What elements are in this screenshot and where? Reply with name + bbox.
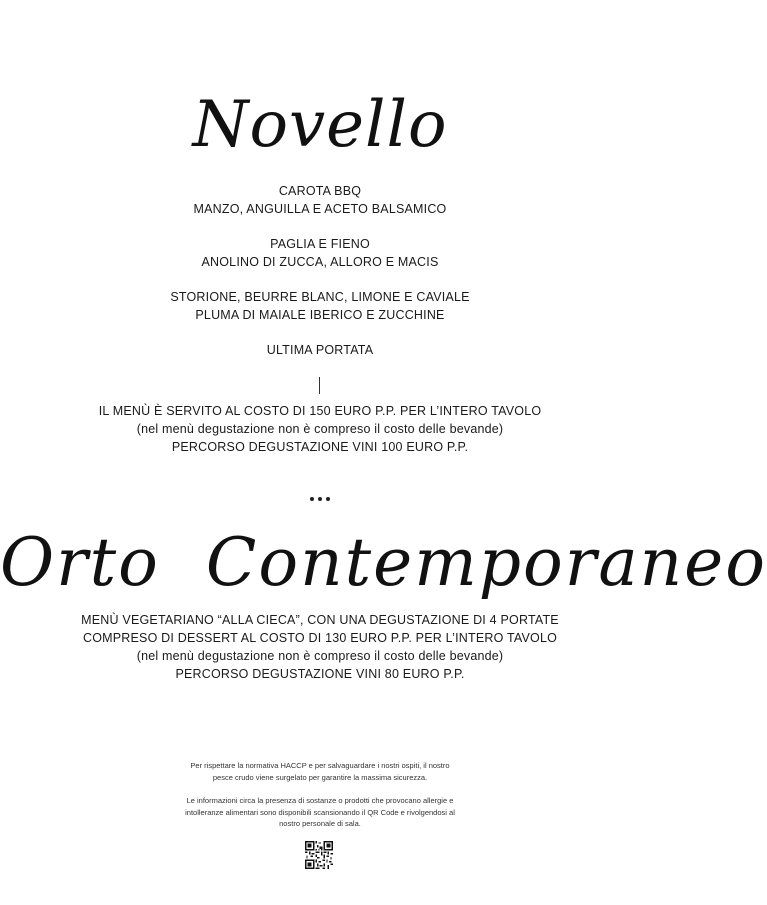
course-1 <box>0 182 640 218</box>
vertical-divider <box>319 377 320 394</box>
allergy-note <box>0 795 640 830</box>
novello-courses <box>0 182 640 376</box>
course-line: PLUMA DI MAIALE IBERICO E ZUCCHINE <box>195 308 445 322</box>
course-line: ULTIMA PORTATA <box>266 343 374 357</box>
menu-title-novello: Novello <box>192 88 448 162</box>
footer-line: intolleranze alimentari sono disponibili scansionando il QR Code e rivolgendosi al <box>185 807 455 817</box>
course-line: ANOLINO DI ZUCCA, ALLORO E MACIS <box>201 255 439 269</box>
footer-line: Per rispettare la normativa HACCP e per salvaguardare i nostri ospiti, il nostro <box>190 761 450 770</box>
price-line: IL MENÙ È SERVITO AL COSTO DI 150 EURO P.P. PER L’INTERO TAVOLO <box>98 404 542 418</box>
course-line: STORIONE, BEURRE BLANC, LIMONE E CAVIALE <box>170 290 470 304</box>
haccp-note <box>0 760 640 783</box>
menu-title-orto-contemporaneo: Orto Contemporaneo <box>0 524 767 601</box>
course-line: CAROTA BBQ <box>278 184 362 198</box>
course-line: PAGLIA E FIENO <box>270 237 370 251</box>
beverage-note: (nel menù degustazione non è compreso il costo delle bevande) <box>136 649 504 663</box>
course-4 <box>0 341 640 359</box>
wine-pairing-line: PERCORSO DEGUSTAZIONE VINI 100 EURO P.P. <box>171 440 469 454</box>
beverage-note: (nel menù degustazione non è compreso il costo delle bevande) <box>136 422 504 436</box>
footer-line: Le informazioni circa la presenza di sostanze o prodotti che provocano allergie e <box>186 796 454 805</box>
course-2 <box>0 235 640 271</box>
orto-description <box>0 611 640 683</box>
ellipsis-separator-icon <box>0 488 640 506</box>
course-line: MANZO, ANGUILLA E ACETO BALSAMICO <box>193 202 447 216</box>
footer-line: nostro personale di sala. <box>279 819 361 828</box>
course-3 <box>0 288 640 324</box>
qr-code-icon[interactable] <box>305 841 333 869</box>
footer-line: pesce crudo viene surgelato per garantire la massima sicurezza. <box>212 772 428 782</box>
novello-pricing <box>0 402 640 456</box>
description-line: COMPRESO DI DESSERT AL COSTO DI 130 EURO P.P. PER L’INTERO TAVOLO <box>82 631 558 645</box>
description-line: MENÙ VEGETARIANO “ALLA CIECA”, CON UNA DEGUSTAZIONE DI 4 PORTATE <box>81 613 559 627</box>
wine-pairing-line: PERCORSO DEGUSTAZIONE VINI 80 EURO P.P. <box>175 667 465 681</box>
